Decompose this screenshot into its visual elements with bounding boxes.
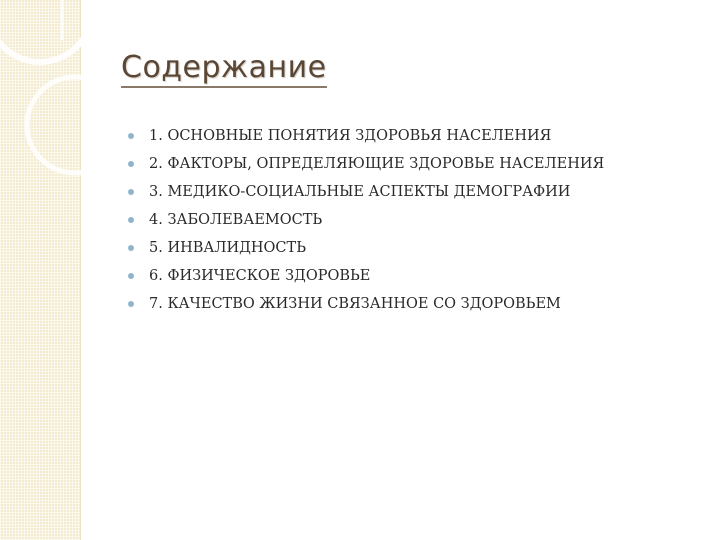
list-item: [128, 234, 604, 262]
list-item-text: 7. КАЧЕСТВО ЖИЗНИ СВЯЗАННОЕ СО ЗДОРОВЬЕМ: [149, 296, 561, 312]
bullet-icon: [128, 301, 134, 307]
decorative-circle-large: [0, 0, 92, 62]
bullet-icon: [128, 133, 134, 139]
list-item: [128, 178, 604, 206]
list-item: [128, 150, 604, 178]
decorative-circles-graphic: [0, 0, 140, 230]
list-item: [128, 290, 604, 318]
list-item-text: 6. ФИЗИЧЕСКОЕ ЗДОРОВЬЕ: [149, 268, 371, 284]
list-item: [128, 206, 604, 234]
list-item-text: 2. ФАКТОРЫ, ОПРЕДЕЛЯЮЩИЕ ЗДОРОВЬЕ НАСЕЛЕНИЯ: [149, 156, 605, 172]
slide-title: Содержание: [121, 50, 327, 88]
bullet-icon: [128, 245, 134, 251]
list-item-text: 1. ОСНОВНЫЕ ПОНЯТИЯ ЗДОРОВЬЯ НАСЕЛЕНИЯ: [149, 128, 552, 144]
decorative-circle-small: [27, 77, 123, 173]
bullet-icon: [128, 161, 134, 167]
bullet-icon: [128, 217, 134, 223]
contents-list: [128, 122, 604, 318]
bullet-icon: [128, 273, 134, 279]
list-item: [128, 262, 604, 290]
list-item-text: 4. ЗАБОЛЕВАЕМОСТЬ: [149, 212, 323, 228]
bullet-icon: [128, 189, 134, 195]
list-item: [128, 122, 604, 150]
list-item-text: 5. ИНВАЛИДНОСТЬ: [149, 240, 306, 256]
list-item-text: 3. МЕДИКО-СОЦИАЛЬНЫЕ АСПЕКТЫ ДЕМОГРАФИИ: [149, 184, 571, 200]
